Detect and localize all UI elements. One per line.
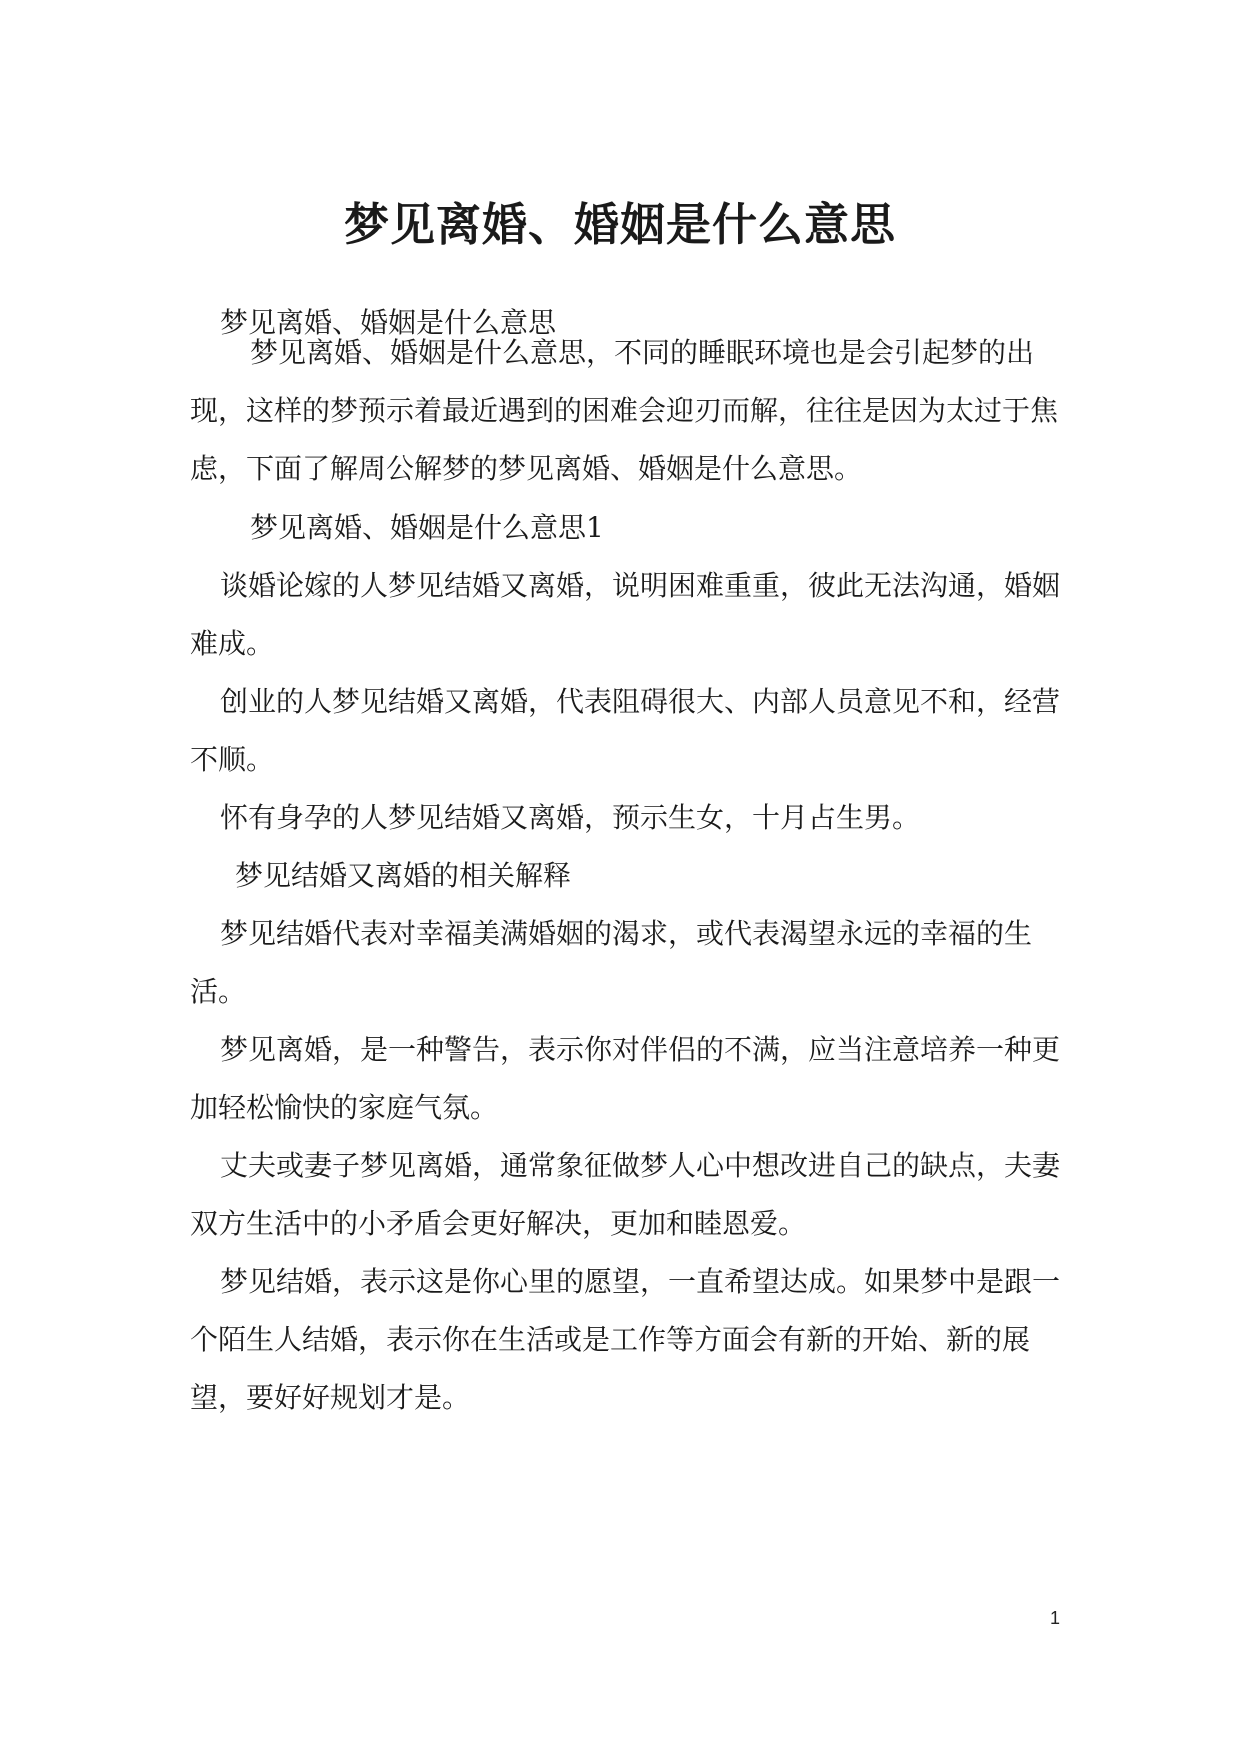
subtitle-paragraph: 梦见离婚、婚姻是什么意思: [220, 306, 557, 339]
paragraph-spouse-dream: 丈夫或妻子梦见离婚，通常象征做梦人心中想改进自己的缺点，夫妻双方生活中的小矛盾会更好解决，更加和睦恩爱。: [190, 1149, 1061, 1240]
intro-paragraph: 梦见离婚、婚姻是什么意思，不同的睡眠环境也是会引起梦的出现，这样的梦预示着最近遇到的困难会迎刃而解，往往是因为太过于焦虑，下面了解周公解梦的梦见离婚、婚姻是什么意思。: [190, 336, 1059, 485]
paragraph-entrepreneur: 创业的人梦见结婚又离婚，代表阻碍很大、内部人员意见不和，经营不顺。: [190, 685, 1061, 776]
paragraph-marriage-dream: 梦见结婚代表对幸福美满婚姻的渴求，或代表渴望永远的幸福的生活。: [190, 917, 1033, 1008]
document-title: 梦见离婚、婚姻是什么意思: [343, 198, 896, 251]
section-heading-1: 梦见离婚、婚姻是什么意思1: [250, 511, 604, 544]
paragraph-wedding-dream: 梦见结婚，表示这是你心里的愿望，一直希望达成。如果梦中是跟一个陌生人结婚，表示你在生活或是工作等方面会有新的开始、新的展望，要好好规划才是。: [190, 1265, 1061, 1414]
paragraph-pregnant: 怀有身孕的人梦见结婚又离婚，预示生女，十月占生男。: [220, 801, 921, 834]
paragraph-divorce-dream: 梦见离婚，是一种警告，表示你对伴侣的不满，应当注意培养一种更加轻松愉快的家庭气氛。: [190, 1033, 1061, 1124]
section-heading-2: 梦见结婚又离婚的相关解释: [235, 859, 572, 892]
paragraph-engaged: 谈婚论嫁的人梦见结婚又离婚，说明困难重重，彼此无法沟通，婚姻难成。: [190, 569, 1061, 660]
page-number: 1: [1049, 1608, 1060, 1628]
